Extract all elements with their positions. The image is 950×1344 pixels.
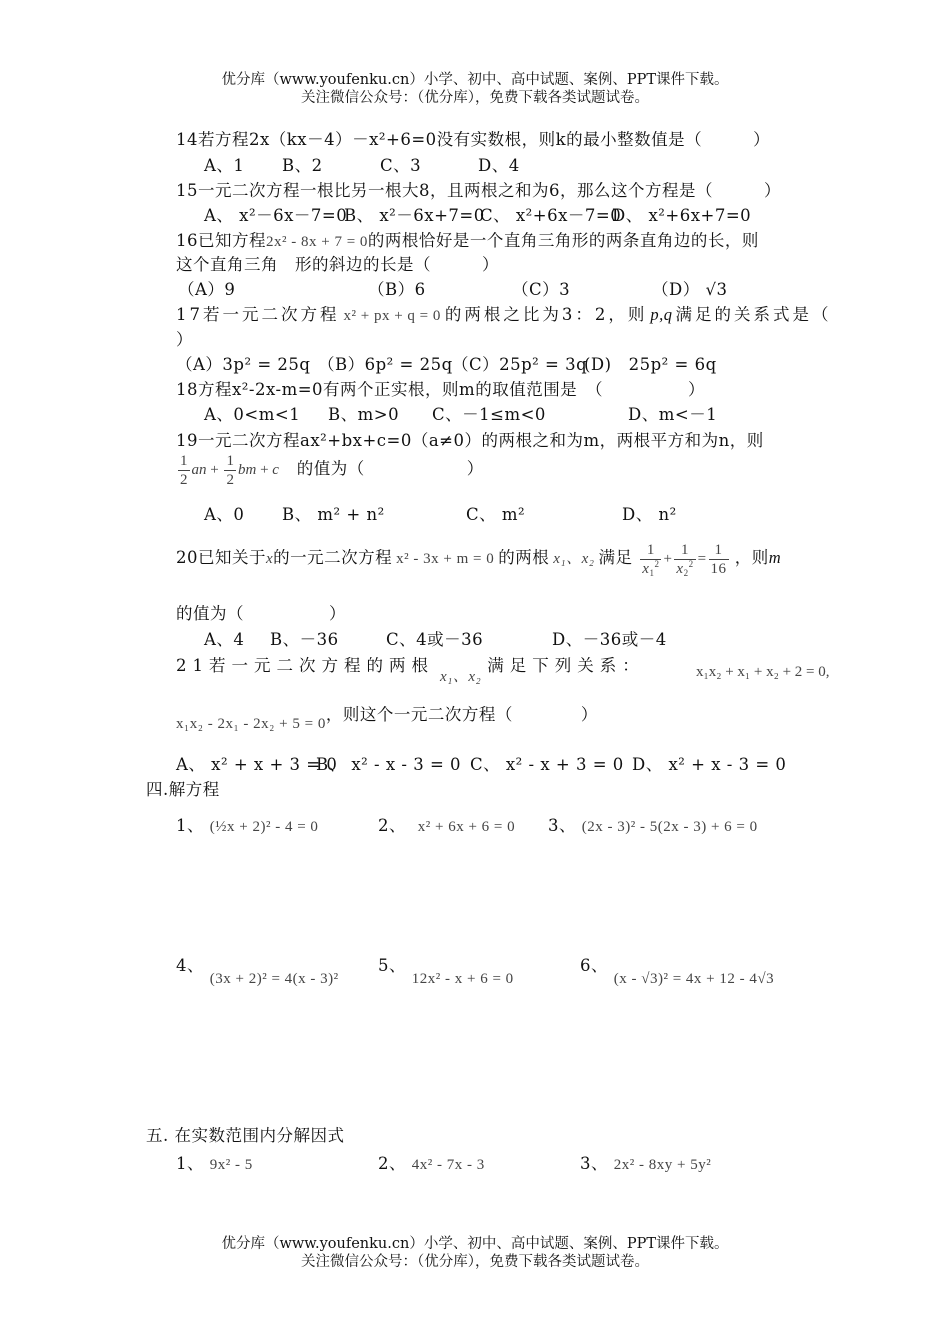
q14-option-a: A、1: [204, 156, 245, 175]
q19-option-a: A、0: [204, 505, 245, 524]
q18-stem: 18方程x²-2x-m=0有两个正实根，则m的取值范围是 （ ）: [176, 380, 705, 399]
q16-option-d: （D） √3: [652, 280, 728, 299]
q14-option-d: D、4: [478, 156, 520, 175]
q17-option-b: （B）6p² = 25q: [318, 355, 453, 374]
q20-option-b: B、－36: [270, 630, 339, 649]
section4-item-5-eq: 12x² - x + 6 = 0: [411, 971, 514, 987]
q16-equation: 2x² - 8x + 7 = 0: [266, 234, 368, 250]
q20-option-d: D、－36或－4: [552, 630, 667, 649]
q18-option-b: B、m>0: [328, 405, 400, 424]
section5-item-1-label: 1、: [176, 1154, 204, 1173]
q17-option-d: (D) 25p² = 6q: [584, 355, 717, 374]
q19-fraction-half-2: $\frac{1}{2}$: [226, 453, 234, 488]
q20-condition: $\frac{1}{x_1^2}$ + $\frac{1}{x_2^2}$ = $\frac{1}{16}$: [642, 542, 727, 578]
section4-item-5: [378, 952, 514, 987]
header-line-1: 优分库（www.youfenku.cn）小学、初中、高中试题、案例、PPT课件下载。: [221, 72, 729, 88]
q17-vars: p,q: [650, 305, 673, 324]
q19-expression: $\frac{1}{2}$ an + $\frac{1}{2}$ bm + c: [180, 453, 279, 488]
header-line-2: 关注微信公众号：（优分库），免费下载各类试题试卷。: [301, 90, 649, 106]
section4-item-3: [548, 812, 758, 836]
section4-item-2-eq: x² + 6x + 6 = 0: [417, 819, 516, 835]
footer-line-2: 关注微信公众号：（优分库），免费下载各类试题试卷。: [301, 1254, 649, 1270]
q16-stem-c: 这个直角三角 形的斜边的长是（ ）: [176, 255, 499, 274]
q20-stem-b: 的一元二次方程: [273, 547, 393, 567]
q15-option-c: C、 x²+6x－7=0: [480, 206, 622, 225]
q16-stem-b: 的两根恰好是一个直角三角形的两条直角边的长，则: [367, 231, 759, 250]
q20-var-m: m: [768, 547, 782, 567]
q17-option-a: （A）3p² = 25q: [176, 355, 311, 374]
q17-equation: x² + px + q = 0: [343, 308, 441, 324]
q20-equation: x² - 3x + m = 0: [396, 550, 495, 567]
q15-option-d: D、 x²+6x+7=0: [612, 206, 752, 225]
q20-var-x: x: [266, 550, 274, 567]
section5-item-2-label: 2、: [378, 1154, 406, 1173]
section4-item-5-label: 5、: [378, 956, 406, 975]
section4-item-2: [378, 812, 515, 836]
section4-item-4: [176, 952, 339, 987]
q16-option-b: （B）6: [368, 280, 426, 299]
section5-item-2-eq: 4x² - 7x - 3: [411, 1157, 485, 1173]
section4-item-3-label: 3、: [548, 816, 576, 835]
q21-option-d: D、 x² + x - 3 = 0: [632, 755, 787, 774]
q21-roots: x₁、x₂: [440, 669, 482, 685]
q21-stem-b: 满足下列关系：: [487, 656, 645, 675]
section4-item-6-label: 6、: [580, 956, 608, 975]
q17-stem-a: 17若一元二次方程: [176, 305, 340, 324]
q21-line-1: [176, 652, 645, 685]
q16-line-1: [176, 227, 759, 251]
q20-stem-e: ，则: [734, 547, 769, 567]
section4-item-3-eq: (2x - 3)² - 5(2x - 3) + 6 = 0: [581, 819, 758, 835]
footer-line-1: 优分库（www.youfenku.cn）小学、初中、高中试题、案例、PPT课件下载。: [221, 1236, 729, 1252]
q20-option-c: C、4或－36: [386, 630, 484, 649]
q19-option-c: C、 m²: [466, 505, 526, 524]
section4-item-6: [580, 952, 775, 987]
q20-line-1: [176, 541, 781, 578]
q17-stem-d: ）: [176, 330, 193, 349]
section4-item-4-label: 4、: [176, 956, 204, 975]
q18-option-a: A、0<m<1: [204, 405, 301, 424]
section4-item-1-eq: (½x + 2)² - 4 = 0: [209, 819, 319, 835]
q21-stem-a: 21若一元二次方程的两根: [176, 656, 434, 675]
section5-item-1: [176, 1150, 253, 1174]
q21-stem-c: ，则这个一元二次方程（ ）: [325, 705, 598, 724]
q14-option-b: B、2: [282, 156, 323, 175]
q21-relation-1: x₁x₂ + x₁ + x₂ + 2 = 0,: [696, 664, 830, 680]
section4-title: 四.解方程: [146, 780, 220, 799]
q17-option-c: （C）25p² = 3q: [452, 355, 588, 374]
q20-roots: x₁、x₂: [553, 550, 595, 567]
q21-option-b: B、 x² - x - 3 = 0: [316, 755, 462, 774]
q19-tail: 的值为（ ）: [296, 458, 484, 478]
q20-stem-c: 的两根: [498, 547, 550, 567]
q15-stem: 15一元二次方程一根比另一根大8，且两根之和为6，那么这个方程是（ ）: [176, 181, 781, 200]
q17-stem-b: 的两根之比为3：2，则: [444, 305, 648, 324]
q19-option-d: D、 n²: [622, 505, 677, 524]
q21-option-c: C、 x² - x + 3 = 0: [470, 755, 624, 774]
q20-stem-a: 20已知关于: [176, 547, 266, 567]
section4-item-4-eq: (3x + 2)² = 4(x - 3)²: [209, 971, 339, 987]
section5-item-3: [580, 1150, 711, 1174]
q19-fraction-half-1: $\frac{1}{2}$: [180, 453, 188, 488]
section4-item-1-label: 1、: [176, 816, 204, 835]
q19-expression-line: [176, 452, 484, 489]
section5-item-2: [378, 1150, 485, 1174]
q17-line-1: [176, 301, 832, 325]
q16-stem-a: 16已知方程: [176, 231, 266, 250]
q21-relation-2: x₁x₂ - 2x₁ - 2x₂ + 5 = 0: [176, 716, 326, 732]
q18-option-c: C、－1≤m<0: [432, 405, 546, 424]
q20-stem-f: 的值为（ ）: [176, 604, 346, 623]
q14-stem: 14若方程2x（kx－4）－x²+6=0没有实数根，则k的最小整数值是（ ）: [176, 130, 771, 149]
q20-option-a: A、4: [204, 630, 245, 649]
q20-stem-d: 满足: [598, 547, 633, 567]
q15-option-a: A、 x²－6x－7=0: [204, 206, 348, 225]
q19-stem: 19一元二次方程ax²+bx+c=0（a≠0）的两根之和为m，两根平方和为n，则: [176, 431, 764, 450]
q14-option-c: C、3: [380, 156, 422, 175]
section4-item-1: [176, 812, 318, 836]
q19-option-b: B、 m² + n²: [282, 505, 385, 524]
q21-option-a: A、 x² + x + 3 = 0: [176, 755, 338, 774]
section4-item-2-label: 2、: [378, 816, 406, 835]
section5-title: 五. 在实数范围内分解因式: [146, 1126, 345, 1145]
section5-item-3-label: 3、: [580, 1154, 608, 1173]
q16-option-a: （A）9: [178, 280, 236, 299]
section5-item-1-eq: 9x² - 5: [209, 1157, 253, 1173]
section4-item-6-eq: (x - √3)² = 4x + 12 - 4√3: [613, 971, 775, 987]
section5-item-3-eq: 2x² - 8xy + 5y²: [613, 1157, 712, 1173]
q16-option-c: （C）3: [512, 280, 571, 299]
q15-option-b: B、 x²－6x+7=0: [344, 206, 485, 225]
q18-option-d: D、m<－1: [628, 405, 718, 424]
q21-line-2: [176, 701, 598, 732]
q17-stem-c: 满足的关系式是（: [675, 305, 832, 324]
